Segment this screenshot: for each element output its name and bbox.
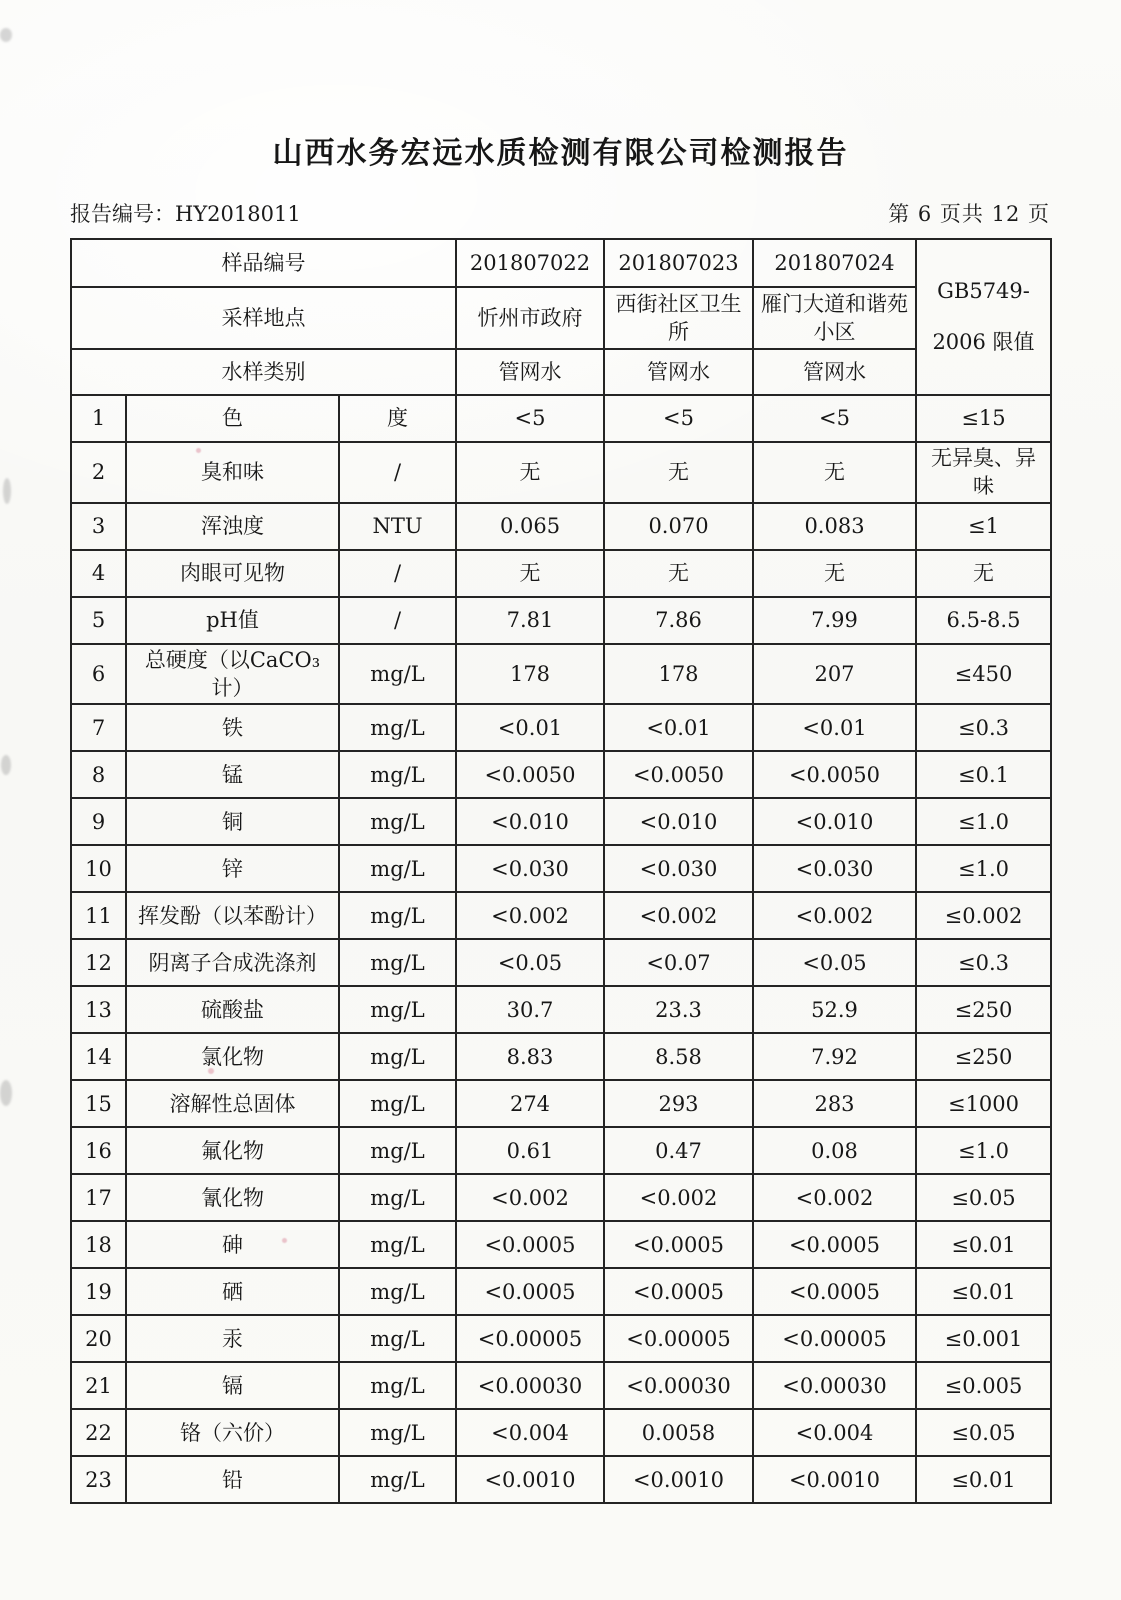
location-1: 忻州市政府	[456, 287, 604, 349]
limit-value: ≤0.3	[916, 704, 1051, 751]
sample3-value: <0.00005	[753, 1315, 916, 1362]
sample2-value: <0.00005	[604, 1315, 753, 1362]
parameter-name: 铬（六价）	[126, 1409, 339, 1456]
sample1-value: <0.010	[456, 798, 604, 845]
sample2-value: 0.0058	[604, 1409, 753, 1456]
sample3-value: 7.99	[753, 597, 916, 644]
location-2: 西街社区卫生所	[604, 287, 753, 349]
sample3-value: 7.92	[753, 1033, 916, 1080]
parameter-name: 锰	[126, 751, 339, 798]
parameter-name: 镉	[126, 1362, 339, 1409]
sample2-value: <0.0050	[604, 751, 753, 798]
sample3-value: <0.002	[753, 1174, 916, 1221]
sample2-value: 293	[604, 1080, 753, 1127]
sample1-value: <0.004	[456, 1409, 604, 1456]
unit: mg/L	[339, 644, 456, 705]
unit: mg/L	[339, 1127, 456, 1174]
sample1-value: <0.002	[456, 892, 604, 939]
row-number: 13	[71, 986, 126, 1033]
row-number: 6	[71, 644, 126, 705]
sample1-value: 无	[456, 442, 604, 503]
sample1-value: 无	[456, 550, 604, 597]
table-row	[71, 550, 1051, 597]
unit: /	[339, 597, 456, 644]
unit: mg/L	[339, 845, 456, 892]
row-number: 20	[71, 1315, 126, 1362]
scan-artifact	[3, 478, 11, 504]
table-row	[71, 986, 1051, 1033]
limit-standard-year: 2006 限值	[932, 330, 1035, 354]
limit-standard-header	[916, 239, 1051, 395]
sample3-value: <0.0010	[753, 1456, 916, 1503]
parameter-name: 氟化物	[126, 1127, 339, 1174]
scan-artifact	[1, 755, 11, 775]
parameter-name: 铁	[126, 704, 339, 751]
sample2-value: <0.030	[604, 845, 753, 892]
limit-value: ≤0.01	[916, 1456, 1051, 1503]
parameter-name: 铅	[126, 1456, 339, 1503]
table-row	[71, 1080, 1051, 1127]
row-number: 8	[71, 751, 126, 798]
header-row-type	[71, 349, 1051, 395]
limit-value: ≤0.005	[916, 1362, 1051, 1409]
page-indicator: 第 6 页共 12 页	[888, 202, 1050, 226]
parameter-name: 硒	[126, 1268, 339, 1315]
sample3-value: <5	[753, 395, 916, 442]
table-row	[71, 751, 1051, 798]
parameter-name: 浑浊度	[126, 503, 339, 550]
sample2-value: 23.3	[604, 986, 753, 1033]
limit-value: ≤1000	[916, 1080, 1051, 1127]
limit-value: ≤0.05	[916, 1174, 1051, 1221]
unit: mg/L	[339, 1033, 456, 1080]
limit-value: ≤0.01	[916, 1221, 1051, 1268]
row-number: 18	[71, 1221, 126, 1268]
table-row	[71, 395, 1051, 442]
row-number: 17	[71, 1174, 126, 1221]
sample3-value: <0.002	[753, 892, 916, 939]
sample3-value: <0.01	[753, 704, 916, 751]
sample1-value: <0.05	[456, 939, 604, 986]
row-number: 16	[71, 1127, 126, 1174]
unit: mg/L	[339, 986, 456, 1033]
sample3-value: <0.030	[753, 845, 916, 892]
sample1-value: 0.065	[456, 503, 604, 550]
table-row	[71, 597, 1051, 644]
limit-value: ≤0.002	[916, 892, 1051, 939]
sample-no-2: 201807023	[604, 239, 753, 287]
table-row	[71, 1174, 1051, 1221]
sample1-value: 0.61	[456, 1127, 604, 1174]
sample3-value: 0.083	[753, 503, 916, 550]
sample2-value: <0.002	[604, 1174, 753, 1221]
table-row	[71, 1456, 1051, 1503]
row-number: 7	[71, 704, 126, 751]
unit: /	[339, 550, 456, 597]
row-number: 22	[71, 1409, 126, 1456]
parameter-name: 汞	[126, 1315, 339, 1362]
unit: mg/L	[339, 892, 456, 939]
parameter-name: 臭和味	[126, 442, 339, 503]
parameter-name: 氰化物	[126, 1174, 339, 1221]
sample1-value: <0.030	[456, 845, 604, 892]
sample2-value: 0.070	[604, 503, 753, 550]
sample3-value: 52.9	[753, 986, 916, 1033]
sample1-value: <5	[456, 395, 604, 442]
table-row	[71, 442, 1051, 503]
sample2-value: <0.01	[604, 704, 753, 751]
sample3-value: <0.0005	[753, 1268, 916, 1315]
sample1-value: <0.00005	[456, 1315, 604, 1362]
unit: mg/L	[339, 1456, 456, 1503]
sample3-value: <0.00030	[753, 1362, 916, 1409]
sample2-value: <0.0005	[604, 1221, 753, 1268]
sample2-value: 无	[604, 442, 753, 503]
limit-value: ≤15	[916, 395, 1051, 442]
limit-value: ≤0.001	[916, 1315, 1051, 1362]
location-label: 采样地点	[71, 287, 456, 349]
sample1-value: 274	[456, 1080, 604, 1127]
table-row	[71, 1221, 1051, 1268]
sample-no-1: 201807022	[456, 239, 604, 287]
limit-value: 6.5-8.5	[916, 597, 1051, 644]
sample3-value: <0.0005	[753, 1221, 916, 1268]
row-number: 12	[71, 939, 126, 986]
table-row	[71, 1315, 1051, 1362]
sample1-value: 178	[456, 644, 604, 705]
table-row	[71, 892, 1051, 939]
row-number: 11	[71, 892, 126, 939]
unit: mg/L	[339, 939, 456, 986]
table-row	[71, 845, 1051, 892]
sample2-value: <5	[604, 395, 753, 442]
water-type-label: 水样类别	[71, 349, 456, 395]
sample1-value: <0.0010	[456, 1456, 604, 1503]
table-row	[71, 1127, 1051, 1174]
row-number: 10	[71, 845, 126, 892]
limit-value: 无异臭、异味	[916, 442, 1051, 503]
row-number: 4	[71, 550, 126, 597]
unit: mg/L	[339, 1080, 456, 1127]
parameter-name: 砷	[126, 1221, 339, 1268]
sample2-value: 178	[604, 644, 753, 705]
table-row	[71, 1409, 1051, 1456]
sample3-value: <0.05	[753, 939, 916, 986]
limit-value: ≤1.0	[916, 1127, 1051, 1174]
row-number: 23	[71, 1456, 126, 1503]
parameter-name: 阴离子合成洗涤剂	[126, 939, 339, 986]
sample1-value: <0.0005	[456, 1221, 604, 1268]
parameter-name: 溶解性总固体	[126, 1080, 339, 1127]
limit-value: ≤250	[916, 1033, 1051, 1080]
parameter-name: 挥发酚（以苯酚计）	[126, 892, 339, 939]
sample3-value: 283	[753, 1080, 916, 1127]
sample3-value: <0.010	[753, 798, 916, 845]
sample2-value: <0.010	[604, 798, 753, 845]
header-row-sample-no	[71, 239, 1051, 287]
parameter-name: 色	[126, 395, 339, 442]
sample3-value: 无	[753, 442, 916, 503]
results-table	[70, 238, 1052, 1504]
limit-value: ≤1.0	[916, 798, 1051, 845]
sample3-value: <0.0050	[753, 751, 916, 798]
sample2-value: 0.47	[604, 1127, 753, 1174]
sample1-value: <0.002	[456, 1174, 604, 1221]
water-type-3: 管网水	[753, 349, 916, 395]
sample3-value: <0.004	[753, 1409, 916, 1456]
unit: mg/L	[339, 1362, 456, 1409]
report-number: 报告编号：HY2018011	[70, 202, 301, 226]
row-number: 21	[71, 1362, 126, 1409]
sample2-value: 7.86	[604, 597, 753, 644]
limit-value: 无	[916, 550, 1051, 597]
parameter-name: 氯化物	[126, 1033, 339, 1080]
limit-value: ≤0.1	[916, 751, 1051, 798]
scan-speck	[196, 448, 201, 453]
sample1-value: <0.00030	[456, 1362, 604, 1409]
limit-value: ≤450	[916, 644, 1051, 705]
scan-speck	[208, 1068, 214, 1074]
unit: mg/L	[339, 1174, 456, 1221]
sample1-value: <0.0050	[456, 751, 604, 798]
parameter-name: 总硬度（以CaCO₃计）	[126, 644, 339, 705]
table-row	[71, 798, 1051, 845]
unit: mg/L	[339, 1221, 456, 1268]
sample2-value: <0.002	[604, 892, 753, 939]
water-type-2: 管网水	[604, 349, 753, 395]
sample2-value: 8.58	[604, 1033, 753, 1080]
row-number: 1	[71, 395, 126, 442]
sample1-value: <0.0005	[456, 1268, 604, 1315]
limit-value: ≤0.05	[916, 1409, 1051, 1456]
parameter-name: 肉眼可见物	[126, 550, 339, 597]
sample-no-label: 样品编号	[71, 239, 456, 287]
sample3-value: 207	[753, 644, 916, 705]
unit: mg/L	[339, 798, 456, 845]
sample3-value: 无	[753, 550, 916, 597]
table-row	[71, 1033, 1051, 1080]
unit: 度	[339, 395, 456, 442]
parameter-name: 硫酸盐	[126, 986, 339, 1033]
unit: /	[339, 442, 456, 503]
row-number: 14	[71, 1033, 126, 1080]
limit-value: ≤0.3	[916, 939, 1051, 986]
limit-standard-code: GB5749-	[937, 278, 1030, 303]
row-number: 15	[71, 1080, 126, 1127]
limit-value: ≤0.01	[916, 1268, 1051, 1315]
limit-value: ≤250	[916, 986, 1051, 1033]
unit: mg/L	[339, 751, 456, 798]
header-row-location	[71, 287, 1051, 349]
sample1-value: <0.01	[456, 704, 604, 751]
page-title: 山西水务宏远水质检测有限公司检测报告	[272, 136, 849, 171]
scan-artifact	[0, 28, 12, 42]
row-number: 2	[71, 442, 126, 503]
row-number: 19	[71, 1268, 126, 1315]
parameter-name: 锌	[126, 845, 339, 892]
table-row	[71, 1362, 1051, 1409]
sample2-value: 无	[604, 550, 753, 597]
sample1-value: 8.83	[456, 1033, 604, 1080]
unit: mg/L	[339, 704, 456, 751]
unit: mg/L	[339, 1315, 456, 1362]
parameter-name: 铜	[126, 798, 339, 845]
unit: mg/L	[339, 1268, 456, 1315]
table-row	[71, 704, 1051, 751]
table-row	[71, 939, 1051, 986]
unit: NTU	[339, 503, 456, 550]
row-number: 3	[71, 503, 126, 550]
row-number: 5	[71, 597, 126, 644]
scan-artifact	[0, 1080, 12, 1106]
sample1-value: 30.7	[456, 986, 604, 1033]
report-meta-row	[70, 198, 1050, 228]
sample2-value: <0.07	[604, 939, 753, 986]
row-number: 9	[71, 798, 126, 845]
sample2-value: <0.00030	[604, 1362, 753, 1409]
sample1-value: 7.81	[456, 597, 604, 644]
sample2-value: <0.0010	[604, 1456, 753, 1503]
sample2-value: <0.0005	[604, 1268, 753, 1315]
scan-speck	[282, 1238, 287, 1243]
limit-value: ≤1.0	[916, 845, 1051, 892]
unit: mg/L	[339, 1409, 456, 1456]
table-row	[71, 503, 1051, 550]
table-row	[71, 644, 1051, 705]
water-type-1: 管网水	[456, 349, 604, 395]
limit-value: ≤1	[916, 503, 1051, 550]
location-3: 雁门大道和谐苑小区	[753, 287, 916, 349]
table-row	[71, 1268, 1051, 1315]
sample-no-3: 201807024	[753, 239, 916, 287]
sample3-value: 0.08	[753, 1127, 916, 1174]
parameter-name: pH值	[126, 597, 339, 644]
